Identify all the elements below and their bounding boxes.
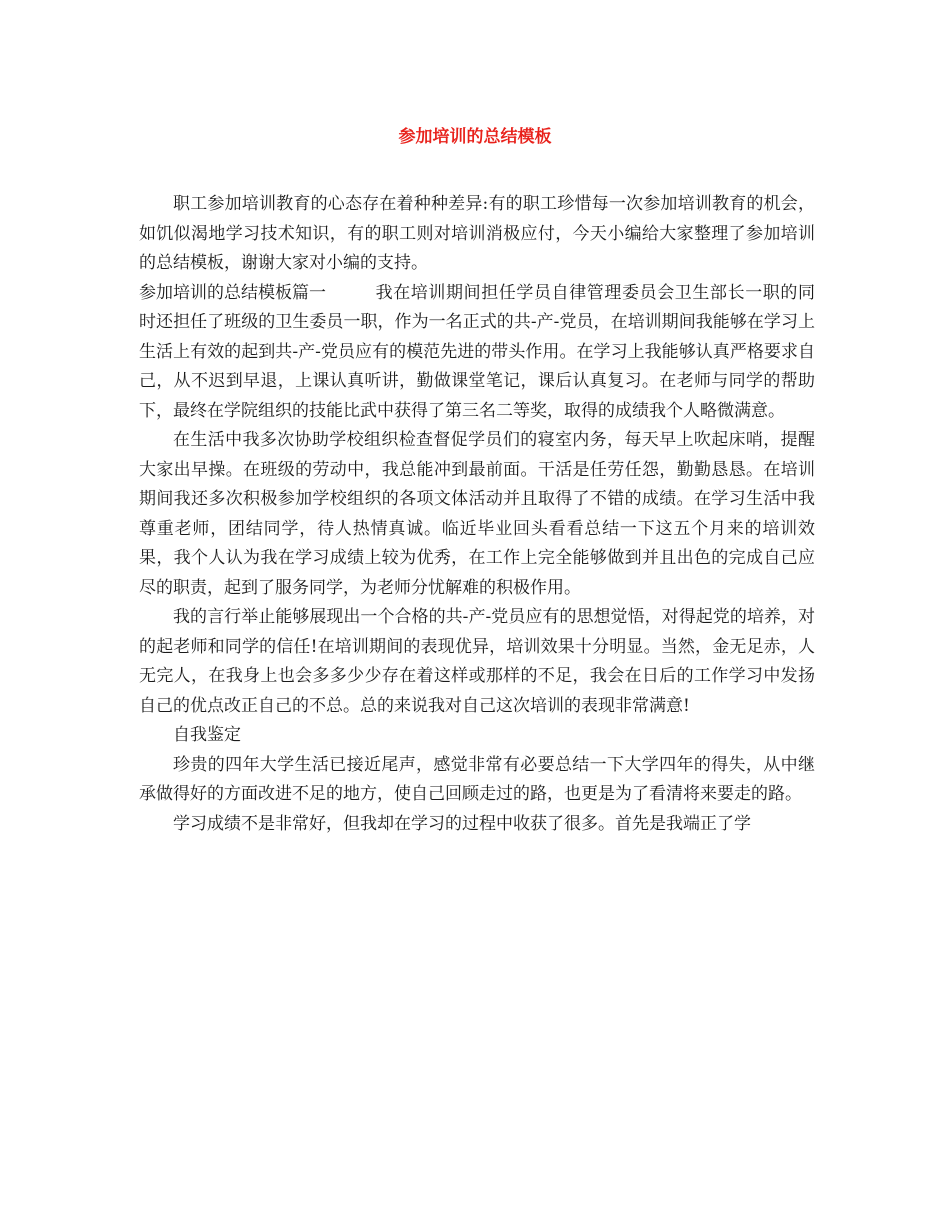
section-paragraph-text: 我在培训期间担任学员自律管理委员会卫生部长一职的同时还担任了班级的卫生委员一职，作为一名正式的共-产-党员，在培训期间我能够在学习上生活上有效的起到共-产-党员应有的模范先进的带头作用。在学习上我能够认真严格要求自己，从不迟到早退，上课认真听讲，勤做课堂笔记，课后认真复习。在老师与同学的帮助下，最终在学院组织的技能比武中获得了第三名二等奖，取得的成绩我个人略微满意。	[139, 282, 815, 421]
section-paragraph	[139, 279, 815, 427]
section-heading: 参加培训的总结模板篇一	[139, 282, 326, 303]
intro-paragraph: 职工参加培训教育的心态存在着种种差异:有的职工珍惜每一次参加培训教育的机会，如饥似渴地学习技术知识，有的职工则对培训消极应付，今天小编给大家整理了参加培训的总结模板，谢谢大家对小编的支持。	[139, 194, 815, 273]
body-paragraph-3: 我的言行举止能够展现出一个合格的共-产-党员应有的思想觉悟，对得起党的培养，对的起老师和同学的信任!在培训期间的表现优异，培训效果十分明显。当然，金无足赤，人无完人，在我身上也会多多少少存在着这样或那样的不足，我会在日后的工作学习中发扬自己的优点改正自己的不总。总的来说我对自己这次培训的表现非常满意!	[139, 607, 815, 716]
document-title: 参加培训的总结模板	[398, 127, 552, 147]
body-paragraph-2: 在生活中我多次协助学校组织检查督促学员们的寝室内务，每天早上吹起床哨，提醒大家出早操。在班级的劳动中，我总能冲到最前面。干活是任劳任怨，勤勤恳恳。在培训期间我还多次积极参加学校组织的各项文体活动并且取得了不错的成绩。在学习生活中我尊重老师，团结同学，待人热情真诚。临近毕业回头看看总结一下这五个月来的培训效果，我个人认为我在学习成绩上较为优秀，在工作上完全能够做到并且出色的完成自己应尽的职责，起到了服务同学，为老师分忧解难的积极作用。	[139, 430, 815, 598]
subheading: 自我鉴定	[173, 725, 241, 745]
body-paragraph-5: 学习成绩不是非常好，但我却在学习的过程中收获了很多。首先是我端正了学	[173, 813, 751, 834]
document-body	[139, 190, 815, 839]
body-paragraph-4: 珍贵的四年大学生活已接近尾声，感觉非常有必要总结一下大学四年的得失，从中继承做得好的方面改进不足的地方，使自己回顾走过的路，也更是为了看清将来要走的路。	[139, 754, 815, 804]
